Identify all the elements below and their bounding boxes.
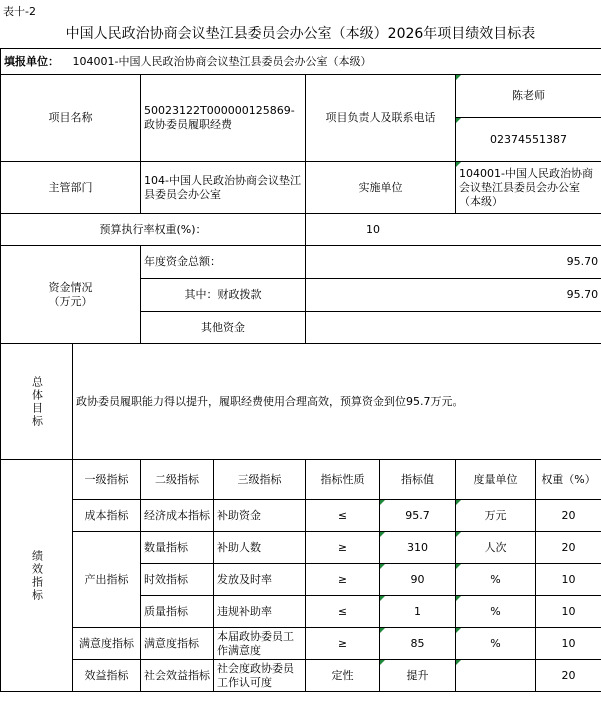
group-satisfaction: 满意度指标: [73, 628, 141, 660]
budget-label: 预算执行率权重(%)：: [1, 214, 306, 246]
impl-value: 104001-中国人民政治协商会议垫江县委员会办公室（本级）: [456, 162, 601, 214]
group-benefit: 效益指标: [73, 660, 141, 692]
row-l3: 社会度政协委员工作认可度: [214, 660, 306, 692]
funds-total-row: [1, 246, 601, 279]
table-row: [1, 628, 601, 660]
row-unit: %: [456, 628, 536, 660]
filler-label: 填报单位：: [4, 54, 59, 68]
row-weight: 20: [536, 660, 601, 692]
table-row: [1, 660, 601, 692]
filler-row: [1, 49, 601, 75]
row-nature: ≥: [306, 564, 380, 596]
perf-label: 绩效指标: [30, 549, 44, 602]
filler-value: 104001-中国人民政治协商会议垫江县委员会办公室（本级）: [72, 54, 372, 68]
row-unit: %: [456, 596, 536, 628]
row-unit: [456, 660, 536, 692]
row-l2: 质量指标: [141, 596, 214, 628]
funds-other-label: 其他资金: [141, 312, 306, 344]
row-nature: 定性: [306, 660, 380, 692]
row-unit: 人次: [456, 532, 536, 564]
dept-row: [1, 162, 601, 214]
row-unit: %: [456, 564, 536, 596]
row-l3: 本届政协委员工作满意度: [214, 628, 306, 660]
budget-row: [1, 214, 601, 246]
table-row: [1, 500, 601, 532]
contact-label: 项目负责人及联系电话: [306, 75, 456, 162]
table-number: 表十-2: [3, 5, 36, 18]
row-l2: 社会效益指标: [141, 660, 214, 692]
row-nature: ≥: [306, 628, 380, 660]
row-weight: 10: [536, 596, 601, 628]
row-weight: 20: [536, 532, 601, 564]
contact-phone: 02374551387: [456, 118, 601, 162]
funds-other-value: [306, 312, 601, 344]
project-name-label: 项目名称: [1, 75, 141, 162]
table-row: [1, 532, 601, 564]
row-weight: 10: [536, 628, 601, 660]
project-name-value: 50023122T000000125869-政协委员履职经费: [141, 75, 306, 162]
funds-fiscal-label: 其中：财政拨款: [141, 279, 306, 312]
header-level1: 一级指标: [73, 460, 141, 500]
row-value: 90: [380, 564, 456, 596]
goal-label: 总体目标: [30, 375, 44, 428]
row-l2: 满意度指标: [141, 628, 214, 660]
funds-fiscal-value: 95.70: [306, 279, 601, 312]
header-unit: 度量单位: [456, 460, 536, 500]
group-cost: 成本指标: [73, 500, 141, 532]
perf-header-row: [1, 460, 601, 500]
row-unit: 万元: [456, 500, 536, 532]
row-weight: 10: [536, 564, 601, 596]
group-output: 产出指标: [73, 532, 141, 628]
header-level3: 三级指标: [214, 460, 306, 500]
row-value: 1: [380, 596, 456, 628]
funds-label: 资金情况 （万元）: [1, 246, 141, 344]
row-l3: 违规补助率: [214, 596, 306, 628]
header-weight: 权重（%）: [536, 460, 601, 500]
row-value: 提升: [380, 660, 456, 692]
dept-value: 104-中国人民政治协商会议垫江县委员会办公室: [141, 162, 306, 214]
row-nature: ≤: [306, 596, 380, 628]
header-level2: 二级指标: [141, 460, 214, 500]
header-value: 指标值: [380, 460, 456, 500]
funds-total-label: 年度资金总额：: [141, 246, 306, 279]
row-weight: 20: [536, 500, 601, 532]
contact-name: 陈老师: [456, 75, 601, 118]
budget-value: 10: [306, 214, 601, 246]
row-l2: 经济成本指标: [141, 500, 214, 532]
row-l3: 发放及时率: [214, 564, 306, 596]
header-nature: 指标性质: [306, 460, 380, 500]
row-value: 85: [380, 628, 456, 660]
goal-text: 政协委员履职能力得以提升，履职经费使用合理高效，预算资金到位95.7万元。: [73, 344, 601, 460]
dept-label: 主管部门: [1, 162, 141, 214]
row-nature: ≤: [306, 500, 380, 532]
page-title: 中国人民政治协商会议垫江县委员会办公室（本级）2026年项目绩效目标表: [65, 26, 536, 42]
row-nature: ≥: [306, 532, 380, 564]
project-row: [1, 75, 601, 118]
row-l3: 补助人数: [214, 532, 306, 564]
row-value: 95.7: [380, 500, 456, 532]
impl-label: 实施单位: [306, 162, 456, 214]
row-l2: 数量指标: [141, 532, 214, 564]
target-table: [0, 48, 601, 692]
funds-total-value: 95.70: [306, 246, 601, 279]
goal-row: [1, 344, 601, 460]
row-value: 310: [380, 532, 456, 564]
row-l2: 时效指标: [141, 564, 214, 596]
row-l3: 补助资金: [214, 500, 306, 532]
